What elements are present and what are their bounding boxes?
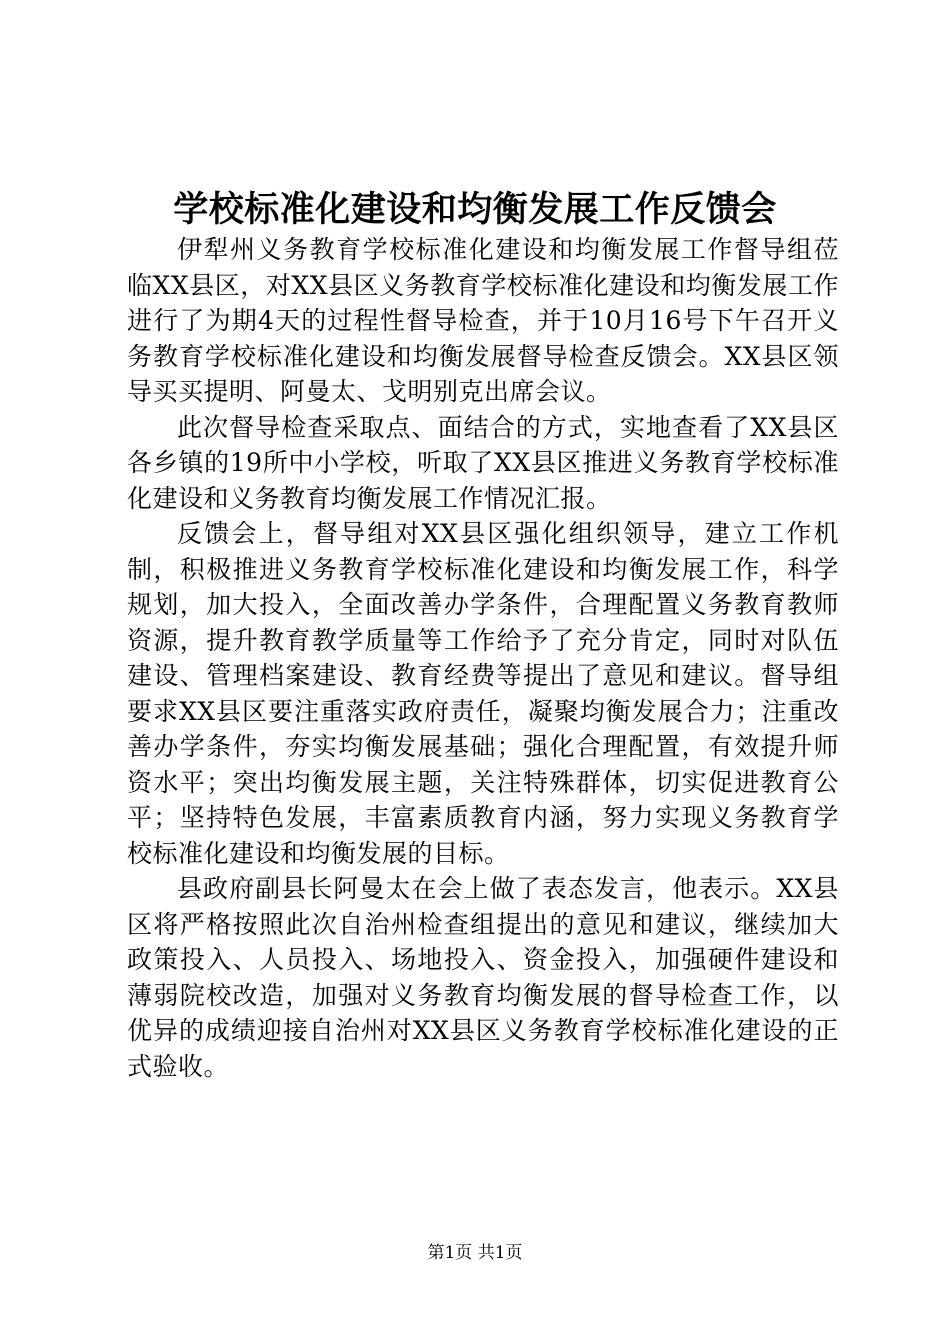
paragraph-4: 县政府副县长阿曼太在会上做了表态发言，他表示。XX县区将严格按照此次自治州检查组提出的意见和建议，继续加大政策投入、人员投入、场地投入、资金投入，加强硬件建设和薄弱院校改造，加强对义务教育均衡发展的督导检查工作，以优异的成绩迎接自治州对XX县区义务教育学校标准化建设的正式验收。 xyxy=(127,874,839,1081)
document-title: 学校标准化建设和均衡发展工作反馈会 xyxy=(173,189,777,230)
paragraph-2: 此次督导检查采取点、面结合的方式，实地查看了XX县区各乡镇的19所中小学校，听取了XX县区推进义务教育学校标准化建设和义务教育均衡发展工作情况汇报。 xyxy=(127,412,839,513)
document-body xyxy=(127,232,839,1084)
page-footer: 第1页 共1页 xyxy=(427,1243,523,1263)
paragraph-3: 反馈会上，督导组对XX县区强化组织领导，建立工作机制，积极推进义务教育学校标准化建设和均衡发展工作，科学规划，加大投入，全面改善办学条件，合理配置义务教育教师资源，提升教育教学质量等工作给予了充分肯定，同时对队伍建设、管理档案建设、教育经费等提出了意见和建议。督导组要求XX县区要注重落实政府责任，凝聚均衡发展合力；注重改善办学条件，夯实均衡发展基础；强化合理配置，有效提升师资水平；突出均衡发展主题，关注特殊群体，切实促进教育公平；坚持特色发展，丰富素质教育内涵，努力实现义务教育学校标准化建设和均衡发展的目标。 xyxy=(127,519,839,868)
paragraph-1: 伊犁州义务教育学校标准化建设和均衡发展工作督导组莅临XX县区，对XX县区义务教育学校标准化建设和均衡发展工作进行了为期4天的过程性督导检查，并于10月16号下午召开义务教育学校标准化建设和均衡发展督导检查反馈会。XX县区领导买买提明、阿曼太、戈明别克出席会议。 xyxy=(127,235,839,406)
